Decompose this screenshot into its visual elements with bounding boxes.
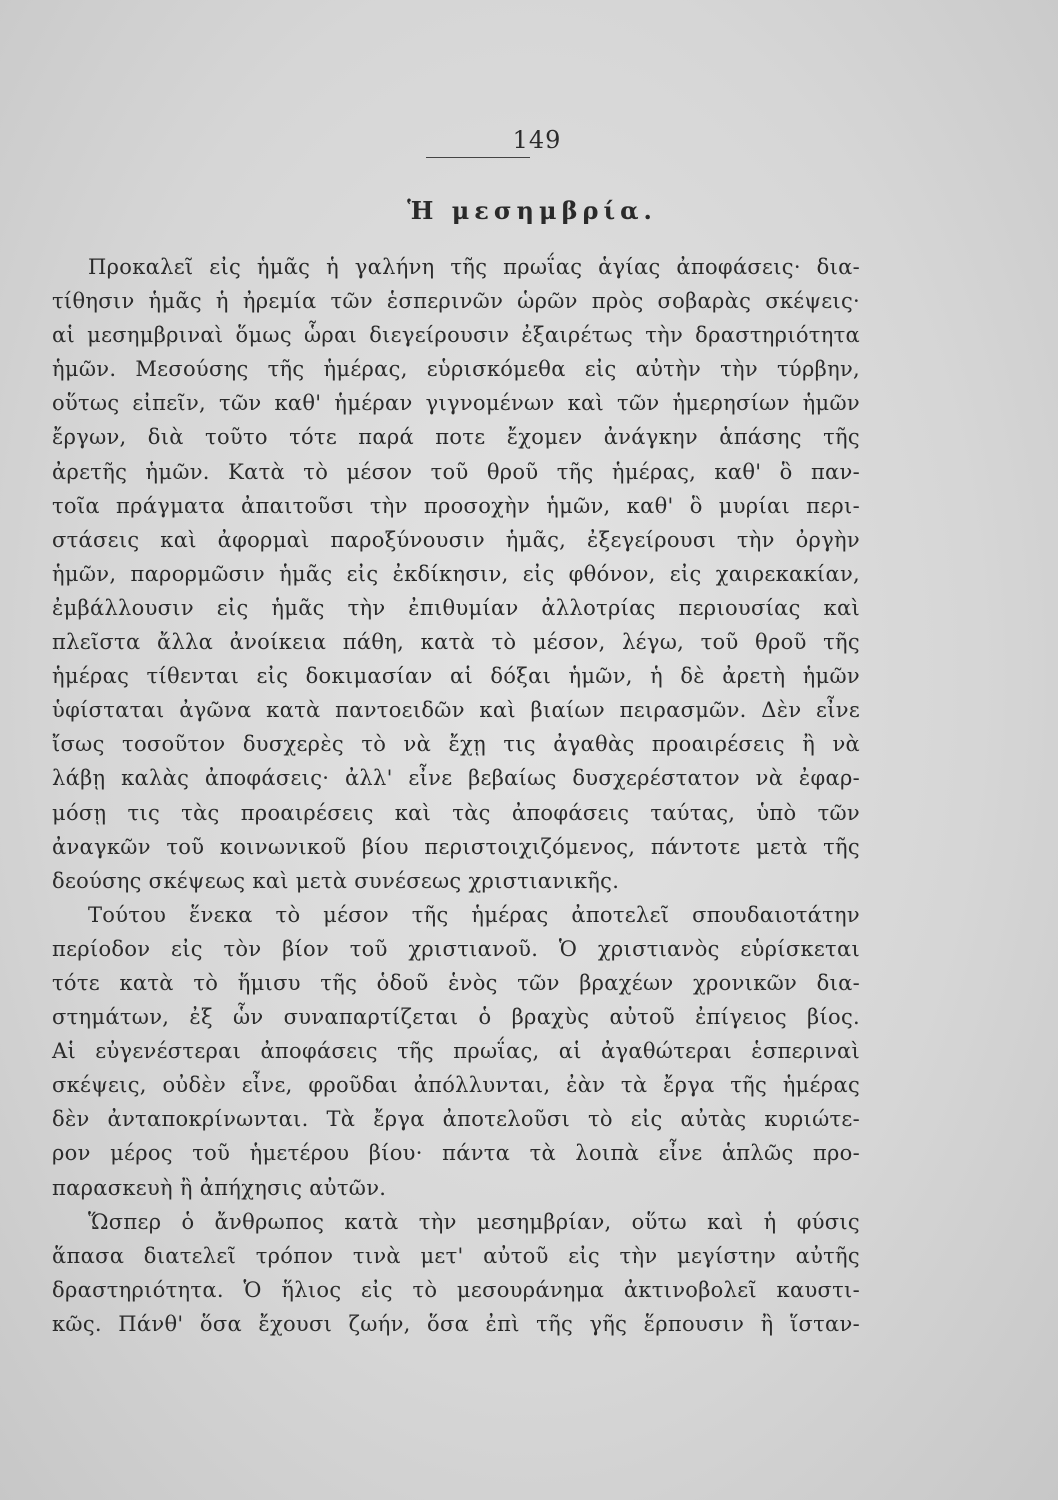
text-line: ἴσως τοσοῦτον δυσχερὲς τὸ νὰ ἔχῃ τις ἀγαθὰς προαιρέσεις ἢ νὰ [52,732,860,757]
text-line: δραστηριότητα. Ὁ ἥλιος εἰς τὸ μεσουράνημα ἀκτινοβολεῖ καυστι- [52,1277,860,1302]
text-line: ἡμῶν, παρορμῶσιν ἡμᾶς εἰς ἐκδίκησιν, εἰς φθόνον, εἰς χαιρεκακίαν, [52,561,860,586]
text-line: ἔργων, διὰ τοῦτο τότε παρά ποτε ἔχομεν ἀνάγκην ἁπάσης τῆς [52,425,860,450]
text-line: στάσεις καὶ ἀφορμαὶ παροξύνουσιν ἡμᾶς, ἐξεγείρουσι τὴν ὀργὴν [52,527,860,552]
text-line: Προκαλεῖ εἰς ἡμᾶς ἡ γαλήνη τῆς πρωΐας ἁγίας ἀποφάσεις· δια- [88,255,860,279]
text-line: Τούτου ἕνεκα τὸ μέσον τῆς ἡμέρας ἀποτελεῖ σπουδαιοτάτην [88,902,860,927]
text-line: δεούσης σκέψεως καὶ μετὰ συνέσεως χριστιανικῆς. [52,868,620,893]
text-line: κῶς. Πάνθ' ὅσα ἔχουσι ζωήν, ὅσα ἐπὶ τῆς γῆς ἕρπουσιν ἢ ἵσταν- [52,1311,860,1336]
text-line: τοῖα πράγματα ἀπαιτοῦσι τὴν προσοχὴν ἡμῶν, καθ' ὃ μυρίαι περι- [52,493,860,518]
chapter-heading: Ἡ μεσημβρία. [407,196,657,225]
text-line: ἐμβάλλουσιν εἰς ἡμᾶς τὴν ἐπιθυμίαν ἀλλοτρίας περιουσίας καὶ [52,595,860,620]
text-line: ρον μέρος τοῦ ἡμετέρου βίου· πάντα τὰ λοιπὰ εἶνε ἁπλῶς προ- [52,1141,860,1166]
text-line: ἀναγκῶν τοῦ κοινωνικοῦ βίου περιστοιχιζόμενος, πάντοτε μετὰ τῆς [52,834,860,859]
text-line: λάβῃ καλὰς ἀποφάσεις· ἀλλ' εἶνε βεβαίως δυσχερέστατον νὰ ἐφαρ- [52,766,860,791]
page-number-rule [426,157,530,158]
text-line: δὲν ἀνταποκρίνωνται. Τὰ ἔργα ἀποτελοῦσι τὸ εἰς αὐτὰς κυριώτε- [52,1107,860,1132]
text-line: περίοδον εἰς τὸν βίον τοῦ χριστιανοῦ. Ὁ χριστιανὸς εὑρίσκεται [52,936,860,961]
text-line: στημάτων, ἐξ ὧν συναπαρτίζεται ὁ βραχὺς αὐτοῦ ἐπίγειος βίος. [52,1005,860,1030]
text-line: τίθησιν ἡμᾶς ἡ ἠρεμία τῶν ἑσπερινῶν ὡρῶν πρὸς σοβαρὰς σκέψεις· [52,289,860,314]
text-line: σκέψεις, οὐδὲν εἶνε, φροῦδαι ἀπόλλυνται, ἐὰν τὰ ἔργα τῆς ἡμέρας [52,1073,860,1098]
text-line: μόσῃ τις τὰς προαιρέσεις καὶ τὰς ἀποφάσεις ταύτας, ὑπὸ τῶν [52,800,860,825]
text-line: παρασκευὴ ἢ ἀπήχησις αὐτῶν. [52,1175,387,1200]
text-line: ἅπασα διατελεῖ τρόπον τινὰ μετ' αὐτοῦ εἰς τὴν μεγίστην αὐτῆς [52,1243,860,1268]
page-number: 149 [512,126,562,154]
text-line: ἡμέρας τίθενται εἰς δοκιμασίαν αἱ δόξαι ἡμῶν, ἡ δὲ ἀρετὴ ἡμῶν [52,664,860,689]
text-line: ἀρετῆς ἡμῶν. Κατὰ τὸ μέσον τοῦ θροῦ τῆς ἡμέρας, καθ' ὃ παν- [52,459,860,484]
text-line: αἱ μεσημβριναὶ ὅμως ὧραι διεγείρουσιν ἐξαιρέτως τὴν δραστηριότητα [52,323,860,348]
text-line: ἡμῶν. Μεσούσης τῆς ἡμέρας, εὑρισκόμεθα εἰς αὐτὴν τὴν τύρβην, [52,357,860,382]
text-line: Αἱ εὐγενέστεραι ἀποφάσεις τῆς πρωΐας, αἱ ἀγαθώτεραι ἑσπεριναὶ [52,1039,860,1064]
text-line: Ὥσπερ ὁ ἄνθρωπος κατὰ τὴν μεσημβρίαν, οὕτω καὶ ἡ φύσις [88,1209,860,1234]
text-line: πλεῖστα ἄλλα ἀνοίκεια πάθη, κατὰ τὸ μέσον, λέγω, τοῦ θροῦ τῆς [52,630,860,655]
text-line: οὕτως εἰπεῖν, τῶν καθ' ἡμέραν γιγνομένων καὶ τῶν ἡμερησίων ἡμῶν [52,391,860,416]
text-line: ὑφίσταται ἀγῶνα κατὰ παντοειδῶν καὶ βιαίων πειρασμῶν. Δὲν εἶνε [52,698,860,723]
text-line: τότε κατὰ τὸ ἥμισυ τῆς ὁδοῦ ἑνὸς τῶν βραχέων χρονικῶν δια- [52,970,860,995]
body-text [52,250,860,1341]
